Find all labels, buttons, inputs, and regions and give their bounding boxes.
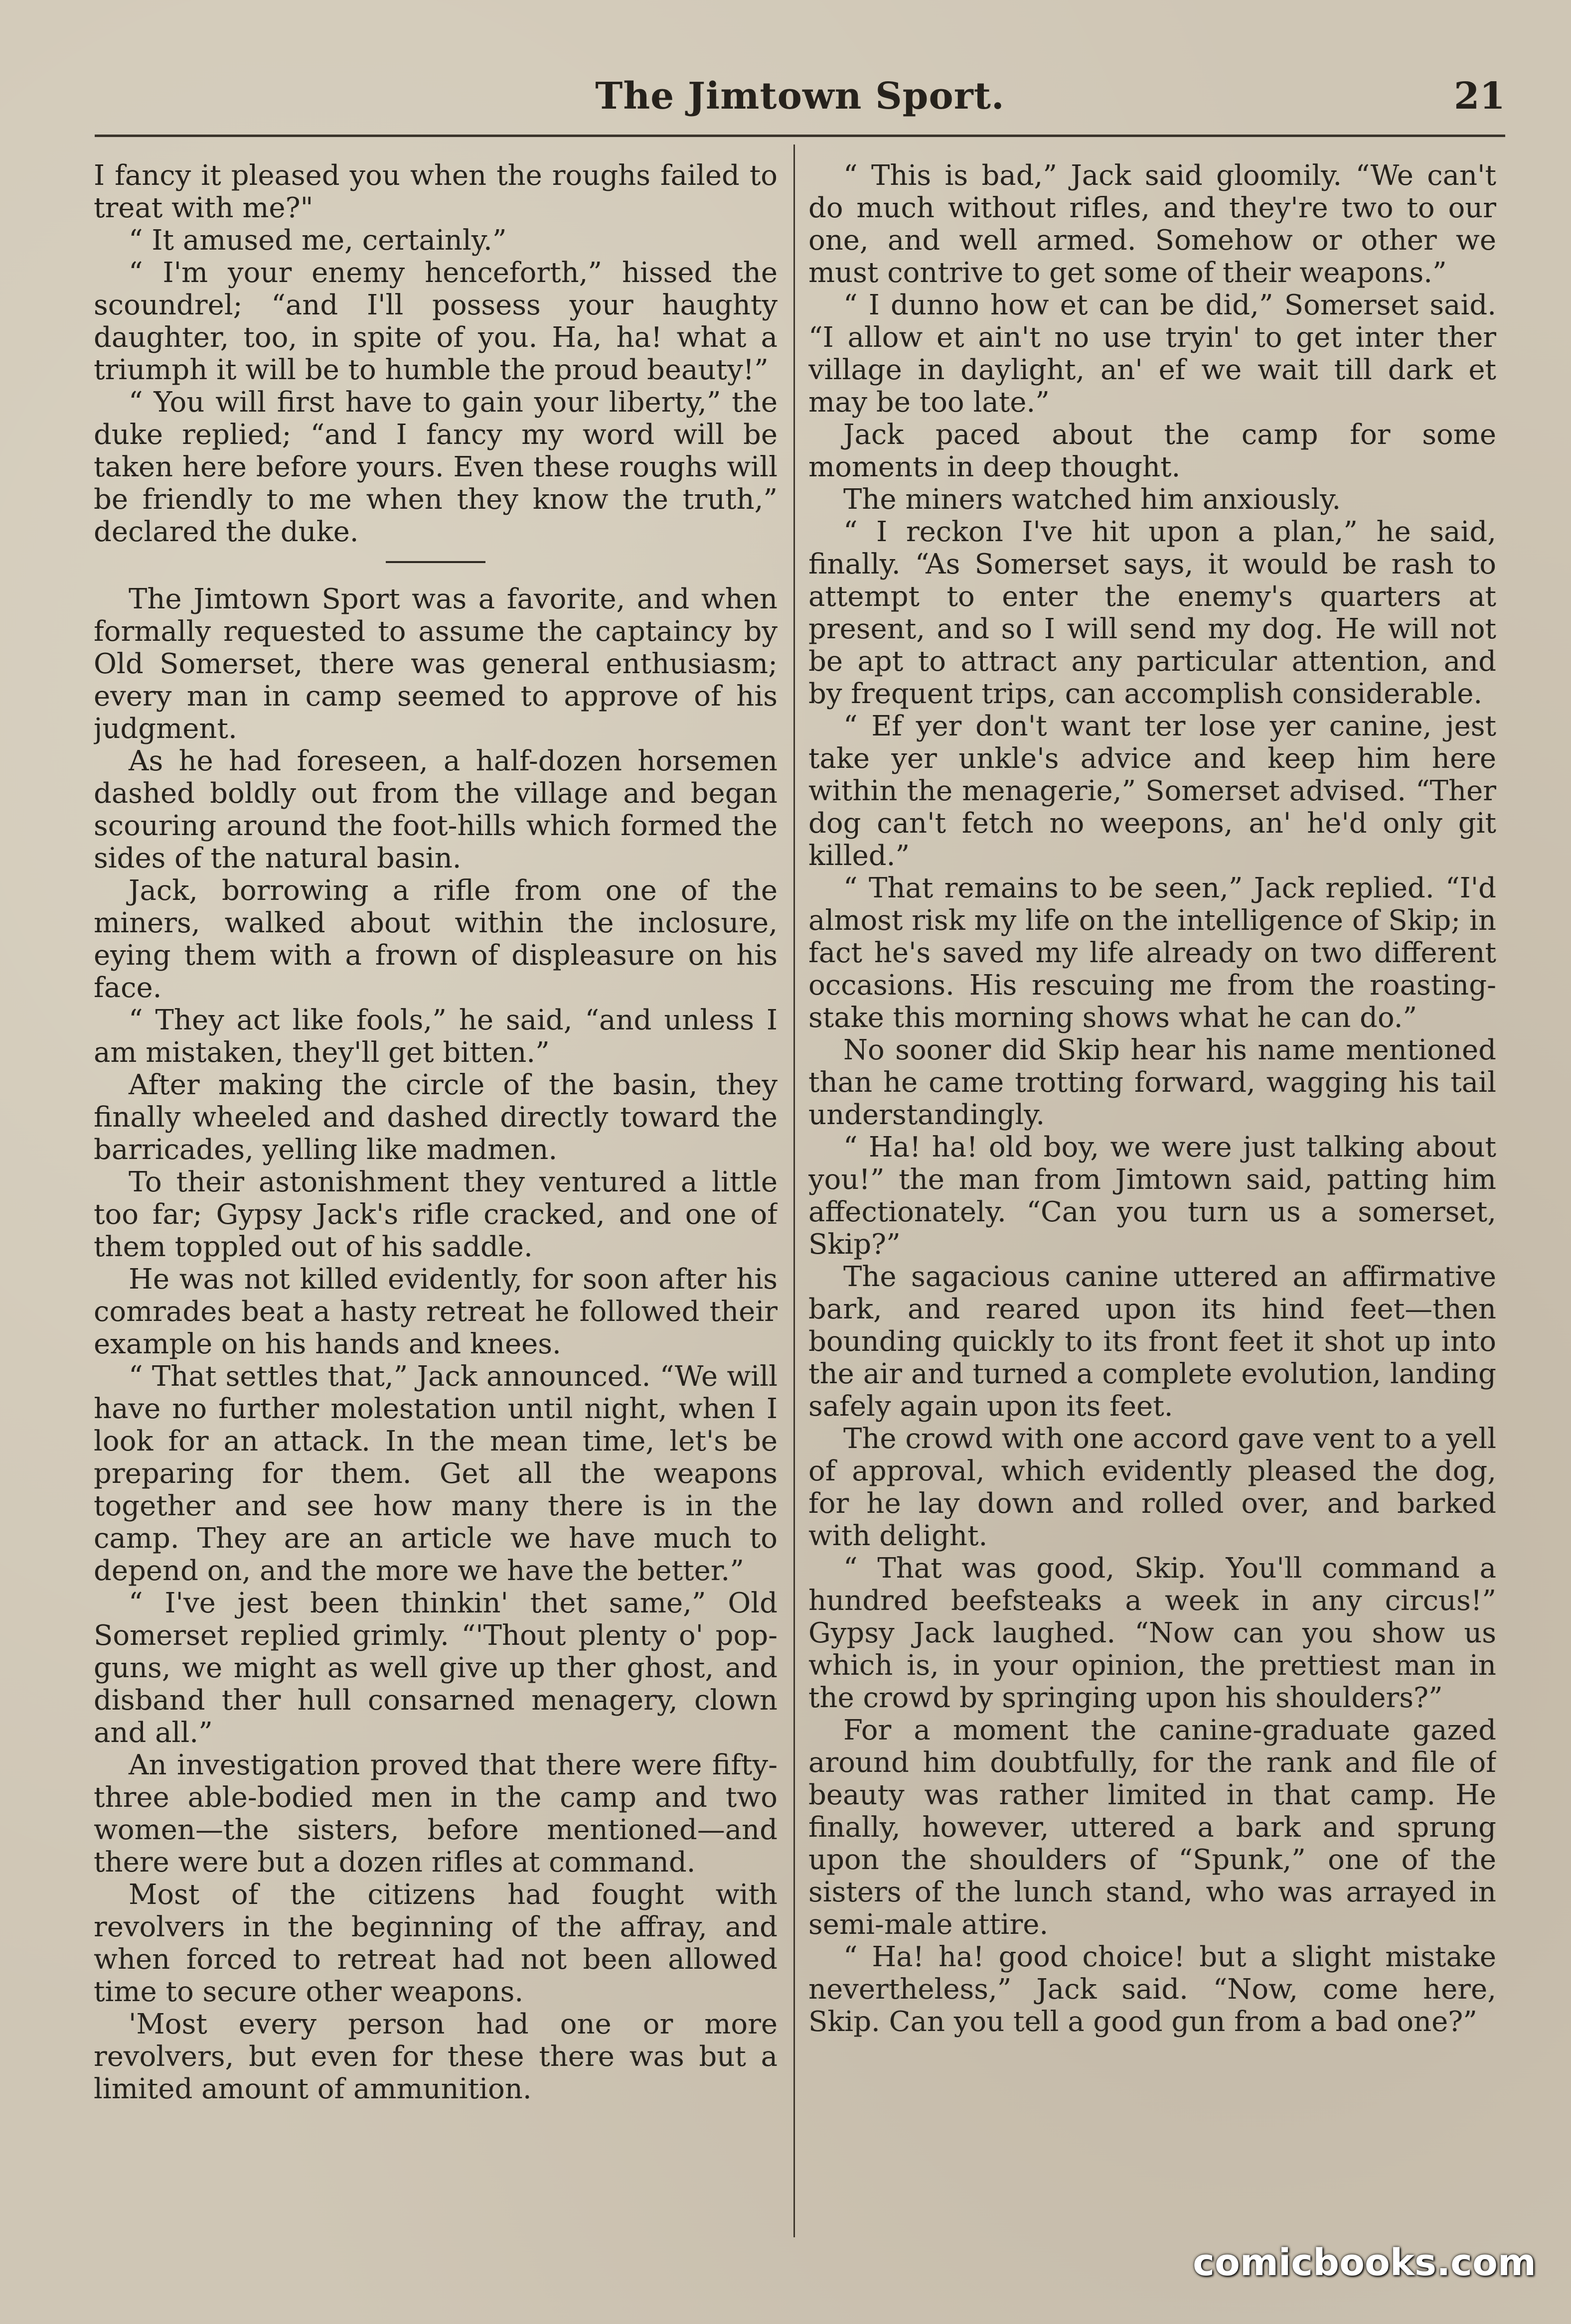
paragraph: No sooner did Skip hear his name mentioned than he came trotting forward, wagging his tail understandingly. bbox=[808, 1034, 1496, 1131]
paragraph: “ It amused me, certainly.” bbox=[129, 224, 507, 257]
left-column bbox=[94, 159, 778, 2232]
paragraph: “ That settles that,” Jack announced. “We will have no further molestation until night, when I look for an attack. In the mean time, let's be preparing for them. Get all the weapons together and see how many there is in the camp. They are an article we have much to depend on, and the more we have the better.” bbox=[94, 1360, 778, 1587]
paragraph: “ This is bad,” Jack said gloomily. “We can't do much without rifles, and they're two to our one, and well armed. Somehow or other we must contrive to get some of their weapons.” bbox=[808, 159, 1496, 289]
paragraph: “ I reckon I've hit upon a plan,” he said, finally. “As Somerset says, it would be rash to attempt to enter the enemy's quarters at present, and so I will send my dog. He will not be apt to attract any particular attention, and by frequent trips, can accomplish considerable. bbox=[808, 516, 1496, 710]
paragraph: Jack, borrowing a rifle from one of the miners, walked about within the inclosure, eying them with a frown of displeasure on his face. bbox=[94, 874, 778, 1004]
paragraph: For a moment the canine-graduate gazed around him doubtfully, for the rank and file of beauty was rather limited in that camp. He finally, however, uttered a bark and sprung upon the shoulders of “Spunk,” one of the sisters of the lunch stand, who was arrayed in semi-male attire. bbox=[808, 1714, 1496, 1941]
paragraph: “ Ha! ha! good choice! but a slight mistake nevertheless,” Jack said. “Now, come here, Skip. Can you tell a good gun from a bad one?” bbox=[808, 1941, 1496, 2038]
header-rule bbox=[95, 135, 1505, 137]
right-column bbox=[808, 159, 1496, 2232]
section-rule bbox=[386, 561, 485, 563]
running-title: The Jimtown Sport. bbox=[595, 75, 1005, 118]
paragraph: He was not killed evidently, for soon after his comrades beat a hasty retreat he followed their example on his hands and knees. bbox=[94, 1263, 778, 1360]
paragraph: The Jimtown Sport was a favorite, and when formally requested to assume the captaincy by Old Somerset, there was general enthusiasm; every man in camp seemed to approve of his judgment. bbox=[94, 583, 778, 745]
paragraph: I fancy it pleased you when the roughs failed to treat with me?" bbox=[94, 159, 778, 224]
column-divider bbox=[793, 145, 795, 2237]
paragraph: “ That was good, Skip. You'll command a hundred beefsteaks a week in any circus!” Gypsy Jack laughed. “Now can you show us which is, in your opinion, the prettiest man in the crowd by springing upon his shoulders?” bbox=[808, 1552, 1496, 1714]
paragraph: Most of the citizens had fought with revolvers in the beginning of the affray, and when forced to retreat had not been allowed time to secure other weapons. bbox=[94, 1879, 778, 2008]
paragraph: “ I'm your enemy henceforth,” hissed the scoundrel; “and I'll possess your haughty daughter, too, in spite of you. Ha, ha! what a triumph it will be to humble the proud beauty!” bbox=[94, 257, 778, 386]
paragraph: The crowd with one accord gave vent to a yell of approval, which evidently pleased the dog, for he lay down and rolled over, and barked with delight. bbox=[808, 1423, 1496, 1552]
paragraph: “ I dunno how et can be did,” Somerset said. “I allow et ain't no use tryin' to get inter ther village in daylight, an' ef we wait till dark et may be too late.” bbox=[808, 289, 1496, 419]
paragraph: 'Most every person had one or more revolvers, but even for these there was but a limited amount of ammunition. bbox=[94, 2008, 778, 2105]
paragraph: “ I've jest been thinkin' thet same,” Old Somerset replied grimly. “'Thout plenty o' pop-guns, we might as well give up ther ghost, and disband ther hull consarned menagery, clown and all.” bbox=[94, 1587, 778, 1749]
paragraph: “ Ef yer don't want ter lose yer canine, jest take yer unkle's advice and keep him here within the menagerie,” Somerset advised. “Ther dog can't fetch no weepons, an' he'd only git killed.” bbox=[808, 710, 1496, 872]
paragraph: The sagacious canine uttered an affirmative bark, and reared upon its hind feet—then bounding quickly to its front feet it shot up into the air and turned a complete evolution, landing safely again upon its feet. bbox=[808, 1261, 1496, 1423]
paragraph: To their astonishment they ventured a little too far; Gypsy Jack's rifle cracked, and one of them toppled out of his saddle. bbox=[94, 1166, 778, 1263]
paragraph: “ They act like fools,” he said, “and unless I am mistaken, they'll get bitten.” bbox=[94, 1004, 778, 1069]
paragraph: Jack paced about the camp for some moments in deep thought. bbox=[808, 419, 1496, 483]
paragraph: After making the circle of the basin, they finally wheeled and dashed directly toward the barricades, yelling like madmen. bbox=[94, 1069, 778, 1166]
paragraph: “ You will first have to gain your liberty,” the duke replied; “and I fancy my word will be taken here before yours. Even these roughs will be friendly to me when they know the truth,” declared the duke. bbox=[94, 386, 778, 548]
paragraph: The miners watched him anxiously. bbox=[843, 483, 1341, 516]
paragraph: “ Ha! ha! old boy, we were just talking about you!” the man from Jimtown said, patting him affectionately. “Can you turn us a somerset, Skip?” bbox=[808, 1131, 1496, 1261]
paragraph: “ That remains to be seen,” Jack replied. “I'd almost risk my life on the intelligence of Skip; in fact he's saved my life already on two different occasions. His rescuing me from the roasting-stake this morning shows what he can do.” bbox=[808, 872, 1496, 1034]
paragraph: An investigation proved that there were fifty-three able-bodied men in the camp and two women—the sisters, before mentioned—and there were but a dozen rifles at command. bbox=[94, 1749, 778, 1879]
site-watermark: comicbooks.com bbox=[1193, 2241, 1536, 2284]
page-header bbox=[95, 75, 1505, 125]
page-number: 21 bbox=[1454, 75, 1505, 118]
paragraph: As he had foreseen, a half-dozen horsemen dashed boldly out from the village and began scouring around the foot-hills which formed the sides of the natural basin. bbox=[94, 745, 778, 874]
